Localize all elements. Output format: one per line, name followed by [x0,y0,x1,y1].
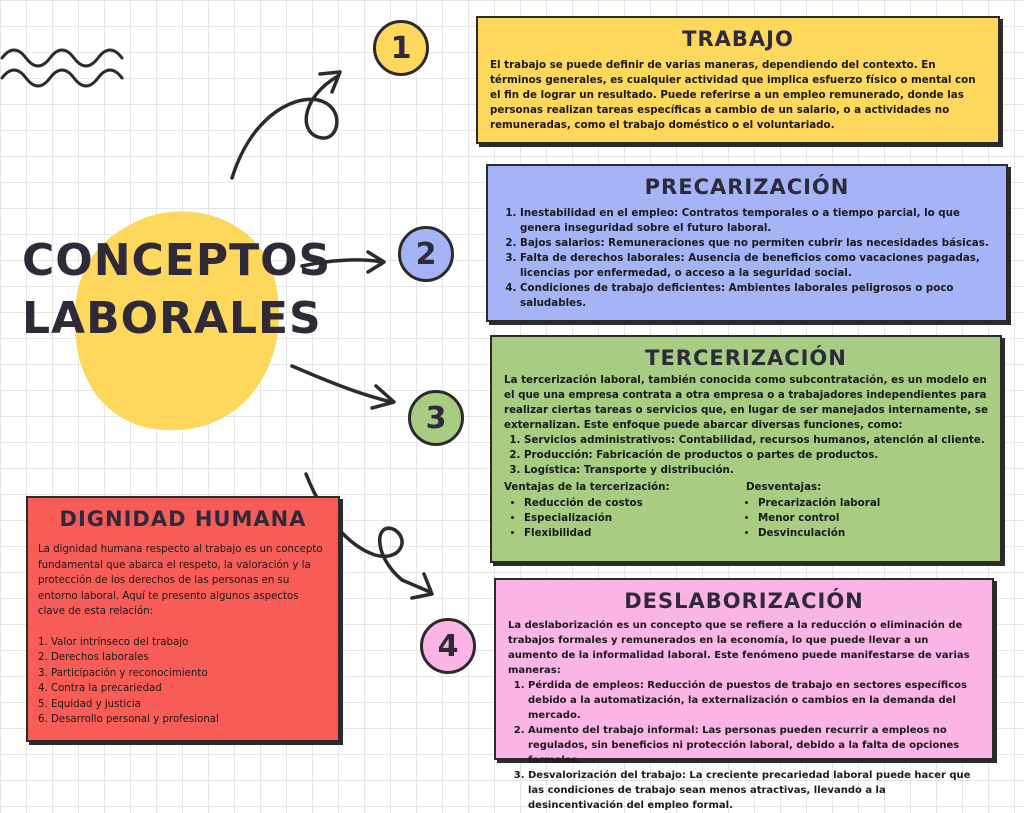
list-item: • Desvinculación [758,526,988,541]
desventajas-column [746,480,988,541]
desventajas-label: Desventajas: [746,481,822,493]
deslaborizacion-card [494,578,994,811]
list-item: • Precarización laboral [758,496,988,511]
list-item: 3. Desvalorización del trabajo: La creciente precariedad laboral puede hacer que las condiciones de trabajo sean menos atractivas, llevando a la desincentivación del empleo formal. [528,768,980,813]
number-circle-3: 3 [408,390,464,446]
dignidad-card [26,496,340,742]
arrow-to-2 [302,260,382,266]
list-item: • Reducción de costos [524,496,746,511]
deslaborizacion-title: DESLABORIZACIÓN [624,589,864,613]
ventajas-desventajas [504,480,988,541]
list-item: 2. Derechos laborales [38,652,149,663]
ventajas-column [504,480,746,541]
arrow-to-1 [232,76,338,178]
list-item: • Menor control [758,511,988,526]
list-item: 3. Logística: Transporte y distribución. [524,463,988,478]
list-item: 4. Condiciones de trabajo deficientes: Ambientes laborales peligrosos o poco saludables. [520,281,994,311]
trabajo-card [476,16,1000,144]
list-item: • Flexibilidad [524,526,746,541]
list-item: 1. Inestabilidad en el empleo: Contratos temporales o a tiempo parcial, lo que genera inseguridad sobre el futuro laboral. [520,206,994,236]
list-item: 2. Aumento del trabajo informal: Las personas pueden recurrir a empleos no regulados, sin beneficios ni protección laboral, debido a la falta de opciones formales. [528,723,980,768]
ventajas-list [504,496,746,541]
dignidad-intro: La dignidad humana respecto al trabajo es un concepto fundamental que abarca el respeto, la valoración y la protección de los derechos de las personas en su entorno laboral. Aquí te presento algunos aspectos clave de esta relación: [38,544,323,617]
number-circle-1: 1 [373,20,429,76]
list-item: 4. Contra la precariedad [38,683,162,694]
dignidad-list [38,635,328,728]
dignidad-title: DIGNIDAD HUMANA [59,507,307,531]
tercerizacion-intro: La tercerización laboral, también conocida como subcontratación, es un modelo en el que una empresa contrata a otra empresa o a trabajadores independientes para realizar ciertas tareas o servicios que, en lugar de ser manejados internamente, se externalizan. Este enfoque puede abarcar diversas funciones, como: [504,374,989,431]
dignidad-body [38,542,328,728]
trabajo-body: El trabajo se puede definir de varias maneras, dependiendo del contexto. En términos generales, es cualquier actividad que implica esfuerzo físico o mental con el fin de lograr un resultado. Puede referirse a un empleo remunerado, donde las personas realizan tareas específicas a cambio de un salario, o a actividades no remuneradas, como el trabajo doméstico o el voluntariado. [490,59,976,131]
tercerizacion-title: TERCERIZACIÓN [645,346,847,370]
list-item: 6. Desarrollo personal y profesional [38,714,219,725]
precarizacion-card [486,164,1008,322]
number-circle-4: 4 [420,618,476,674]
list-item: 5. Equidad y justicia [38,698,141,710]
desventajas-list [746,496,988,541]
list-item: 3. Participación y reconocimiento [38,667,208,679]
list-item: 2. Producción: Fabricación de productos o partes de productos. [524,448,988,463]
list-item: 2. Bajos salarios: Remuneraciones que no permiten cubrir las necesidades básicas. [520,236,994,251]
tercerizacion-list [504,433,988,478]
list-item: 3. Falta de derechos laborales: Ausencia de beneficios como vacaciones pagadas, licencias por enfermedad, o acceso a la seguridad social. [520,251,994,281]
deslaborizacion-list [508,678,980,813]
trabajo-title: TRABAJO [682,27,794,51]
list-item: 1. Servicios administrativos: Contabilidad, recursos humanos, atención al cliente. [524,433,988,448]
precarizacion-list [500,206,994,311]
precarizacion-title: PRECARIZACIÓN [644,175,850,199]
ventajas-label: Ventajas de la tercerización: [504,481,670,493]
deslaborizacion-intro: La deslaborización es un concepto que se refiere a la reducción o eliminación de trabajos formales y remunerados en la economía, lo que puede llevar a un aumento de la informalidad laboral. Este fenómeno puede manifestarse de varias maneras: [508,620,970,676]
list-item: 1. Pérdida de empleos: Reducción de puestos de trabajo en sectores específicos debido a la automatización, la externalización o cambios en la demanda del mercado. [528,678,980,723]
main-title-line2: LABORALES [22,293,322,344]
list-item: • Especialización [524,511,746,526]
arrow-to-3 [292,366,392,402]
list-item: 1. Valor intrínseco del trabajo [38,636,189,648]
number-circle-2: 2 [398,226,454,282]
main-title-line1: CONCEPTOS [22,235,332,286]
tercerizacion-card [490,335,1002,563]
